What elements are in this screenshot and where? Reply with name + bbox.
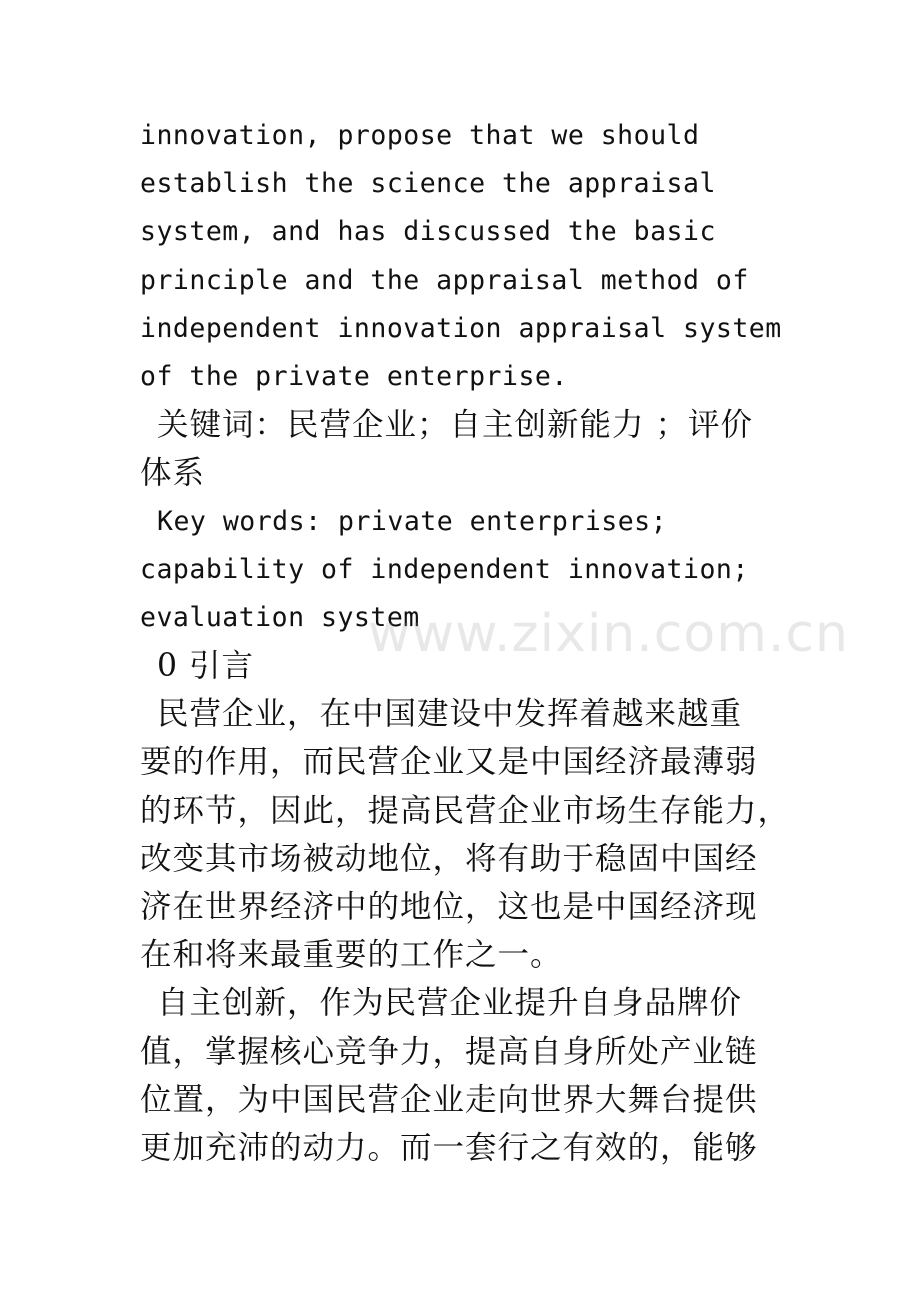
paragraph-line: 民营企业，在中国建设中发挥着越来越重 [157, 696, 743, 733]
abstract-line: system, and has discussed the basic [140, 216, 716, 248]
paragraph-line: 济在世界经济中的地位，这也是中国经济现 [140, 889, 758, 925]
paragraph-line: 改变其市场被动地位，将有助于稳固中国经 [140, 840, 758, 877]
watermark: www.zixin.com.cn [368, 604, 849, 664]
keywords-zh-line: 关键词：民营企业；自主创新能力 ；评价 [157, 407, 754, 444]
keywords-zh-line: 体系 [140, 455, 206, 492]
abstract-line: independent innovation appraisal system [140, 312, 782, 344]
keywords-en-line: capability of independent innovation; [140, 553, 749, 585]
paragraph-line: 要的作用，而民营企业又是中国经济最薄弱 [140, 744, 758, 781]
paragraph-line: 在和将来最重要的工作之一。 [140, 937, 563, 974]
section-heading: 0 引言 [157, 648, 255, 685]
abstract-line: establish the science the appraisal [140, 168, 716, 200]
abstract-line: of the private enterprise. [140, 360, 568, 392]
paragraph-line: 的环节，因此，提高民营企业市场生存能力， [140, 792, 791, 829]
paragraph-line: 值，掌握核心竞争力，提高自身所处产业链 [140, 1033, 758, 1070]
document-page [140, 112, 791, 1172]
paragraph-line: 自主创新，作为民营企业提升自身品牌价 [157, 985, 743, 1022]
paragraph-line: 更加充沛的动力。而一套行之有效的，能够 [140, 1129, 758, 1166]
body-paragraph [140, 690, 791, 979]
abstract-line: innovation, propose that we should [140, 120, 700, 151]
body-paragraph [140, 979, 785, 1172]
abstract-line: principle and the appraisal method of [140, 264, 749, 296]
keywords-en-line: evaluation system [140, 601, 420, 633]
paragraph-line: 位置，为中国民营企业走向世界大舞台提供 [140, 1081, 758, 1118]
english-abstract [140, 112, 785, 401]
english-keywords [140, 498, 785, 643]
chinese-keywords [140, 401, 785, 497]
keywords-en-line: Key words: private enterprises; [157, 505, 668, 537]
